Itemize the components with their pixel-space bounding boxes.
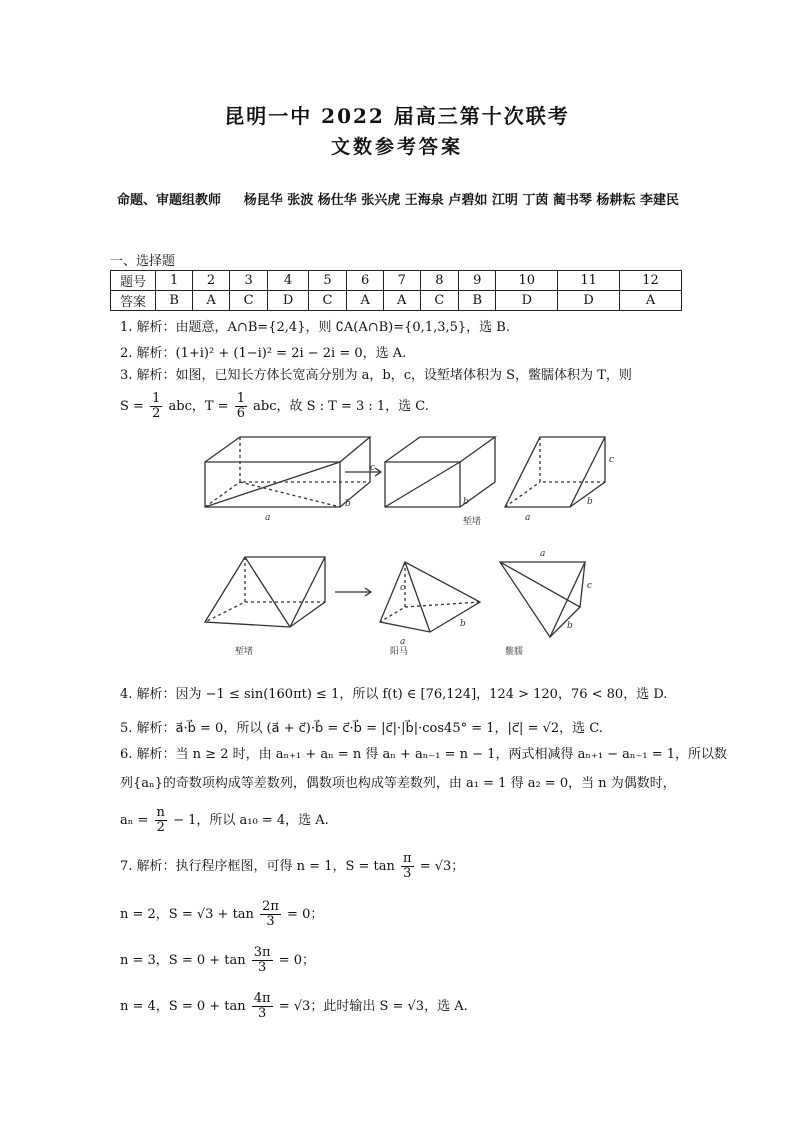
formula-text: = 0； (278, 953, 316, 968)
denominator: 2 (156, 820, 165, 835)
formula-text: abc，T = (168, 399, 229, 414)
numerator: 2π (262, 899, 279, 914)
table-cell: B (156, 291, 193, 311)
table-cell: D (496, 291, 558, 311)
section-title: 一、选择题 (110, 254, 176, 269)
solution-3-line2 (120, 392, 429, 421)
authors-prefix: 命题、审题组教师 (117, 193, 222, 208)
solution-4: 4. 解析：因为 −1 ≤ sin(160πt) ≤ 1，所以 f(t) ∈ [76,124]，124 > 120，76 < 80，选 D. (120, 687, 668, 702)
table-cell: A (347, 291, 384, 311)
formula-text: 7. 解析：执行程序框图，可得 n = 1，S = tan (120, 859, 395, 874)
label-b: b (463, 497, 469, 507)
table-cell: B (459, 291, 496, 311)
label-a: a (525, 513, 531, 523)
table-cell: C (420, 291, 459, 311)
formula-text: aₙ = (120, 813, 149, 828)
table-cell: 7 (383, 271, 420, 291)
solution-7-line3 (120, 946, 315, 975)
table-header-cell: 题号 (111, 271, 156, 291)
bienao-caption: 鳖臑 (505, 647, 524, 657)
label-a: a (540, 549, 546, 559)
table-cell: C (229, 291, 268, 311)
table-cell: 5 (308, 271, 347, 291)
table-cell: 4 (268, 271, 308, 291)
table-cell: A (620, 291, 682, 311)
solution-7-line1 (120, 852, 464, 881)
fraction (401, 852, 414, 881)
formula-text: = 0； (287, 907, 324, 922)
fraction (150, 392, 162, 421)
label-b: b (587, 497, 593, 507)
fraction (235, 392, 247, 421)
denominator: 3 (403, 866, 412, 881)
table-cell: 12 (620, 271, 682, 291)
formula-text: = √3； (419, 859, 465, 874)
formula-text: n = 2，S = √3 + tan (120, 907, 254, 922)
solution-1: 1. 解析：由题意，A∩B={2,4}，则 ∁A(A∩B)={0,1,3,5}，选 B. (120, 320, 510, 335)
formula-text: n = 4，S = 0 + tan (120, 999, 246, 1014)
authors-names: 杨昆华 张波 杨仕华 张兴虎 王海泉 卢碧如 江明 丁茵 蔺书琴 杨耕耘 李建民 (243, 193, 679, 208)
solution-6-line3 (120, 806, 329, 835)
denominator: 3 (266, 914, 275, 929)
doc-subtitle: 文数参考答案 (330, 136, 463, 158)
label-c: c (370, 463, 376, 473)
fraction (155, 806, 167, 835)
table-row (111, 271, 682, 291)
numerator: n (156, 805, 165, 820)
solution-5: 5. 解析：a⃗·b⃗ = 0，所以 (a⃗ + c⃗)·b⃗ = c⃗·b⃗ = |c⃗|·|b⃗|·cos45° = 1，|c⃗| = √2，选 C. (120, 721, 603, 736)
label-c: c (609, 455, 615, 465)
qiandu-diagram (385, 437, 495, 507)
fraction (260, 900, 281, 929)
label-c: c (400, 583, 406, 593)
label-b: b (460, 619, 466, 629)
denominator: 3 (258, 1006, 267, 1021)
table-cell: 9 (459, 271, 496, 291)
table-cell: 11 (558, 271, 620, 291)
authors-line (108, 190, 688, 212)
label-c: c (587, 581, 593, 591)
label-b: b (345, 499, 351, 509)
solution-6-line2: 列{aₙ}的奇数项构成等差数列，偶数项也构成等差数列，由 a₁ = 1 得 a₂ = 0，当 n 为偶数时， (120, 776, 676, 791)
solution-7-line4 (120, 992, 468, 1021)
denominator: 3 (258, 960, 267, 975)
table-row (111, 291, 682, 311)
table-cell: 1 (156, 271, 193, 291)
table-cell: 10 (496, 271, 558, 291)
formula-text: S = (120, 399, 144, 414)
denominator: 6 (236, 406, 245, 421)
formula-text: = √3；此时输出 S = √3，选 A. (278, 999, 468, 1014)
solution-6-line1: 6. 解析：当 n ≥ 2 时，由 aₙ₊₁ + aₙ = n 得 aₙ + aₙ₋₁ = n − 1，两式相减得 aₙ₊₁ − aₙ₋₁ = 1，所以数 (120, 747, 728, 762)
solution-3-line1: 3. 解析：如图，已知长方体长宽高分别为 a，b，c，设堑堵体积为 S，鳖臑体积为 T，则 (120, 368, 632, 383)
table-cell: 8 (420, 271, 459, 291)
solids-figure (195, 432, 625, 662)
label-a: a (265, 513, 271, 523)
formula-text: − 1，所以 a₁₀ = 4，选 A. (173, 813, 329, 828)
numerator: π (403, 851, 412, 866)
solution-7-line2 (120, 900, 323, 929)
table-cell: A (383, 291, 420, 311)
label-a: a (400, 637, 406, 647)
fraction (252, 946, 273, 975)
table-cell: C (308, 291, 347, 311)
doc-title: 昆明一中 2022 届高三第十次联考 (224, 104, 570, 128)
table-cell: 2 (193, 271, 230, 291)
numerator: 1 (152, 391, 161, 406)
yangma-caption: 阳马 (390, 647, 409, 657)
label-b: b (567, 621, 573, 631)
numerator: 1 (236, 391, 245, 406)
solution-2: 2. 解析：(1+i)² + (1−i)² = 2i − 2i = 0，选 A. (120, 346, 407, 361)
table-header-cell: 答案 (111, 291, 156, 311)
denominator: 2 (152, 406, 161, 421)
formula-text: abc，故 S : T = 3 : 1，选 C. (253, 399, 429, 414)
table-cell: 6 (347, 271, 384, 291)
table-cell: D (268, 291, 308, 311)
formula-text: n = 3，S = 0 + tan (120, 953, 246, 968)
table-cell: A (193, 291, 230, 311)
fraction (252, 992, 273, 1021)
numerator: 3π (253, 945, 271, 960)
table-cell: 3 (229, 271, 268, 291)
table-cell: D (558, 291, 620, 311)
prism-diagram (205, 557, 325, 627)
answer-table (110, 270, 682, 311)
qiandu-caption: 堑堵 (235, 647, 254, 657)
numerator: 4π (253, 991, 271, 1006)
qiandu-caption: 堑堵 (463, 517, 482, 527)
